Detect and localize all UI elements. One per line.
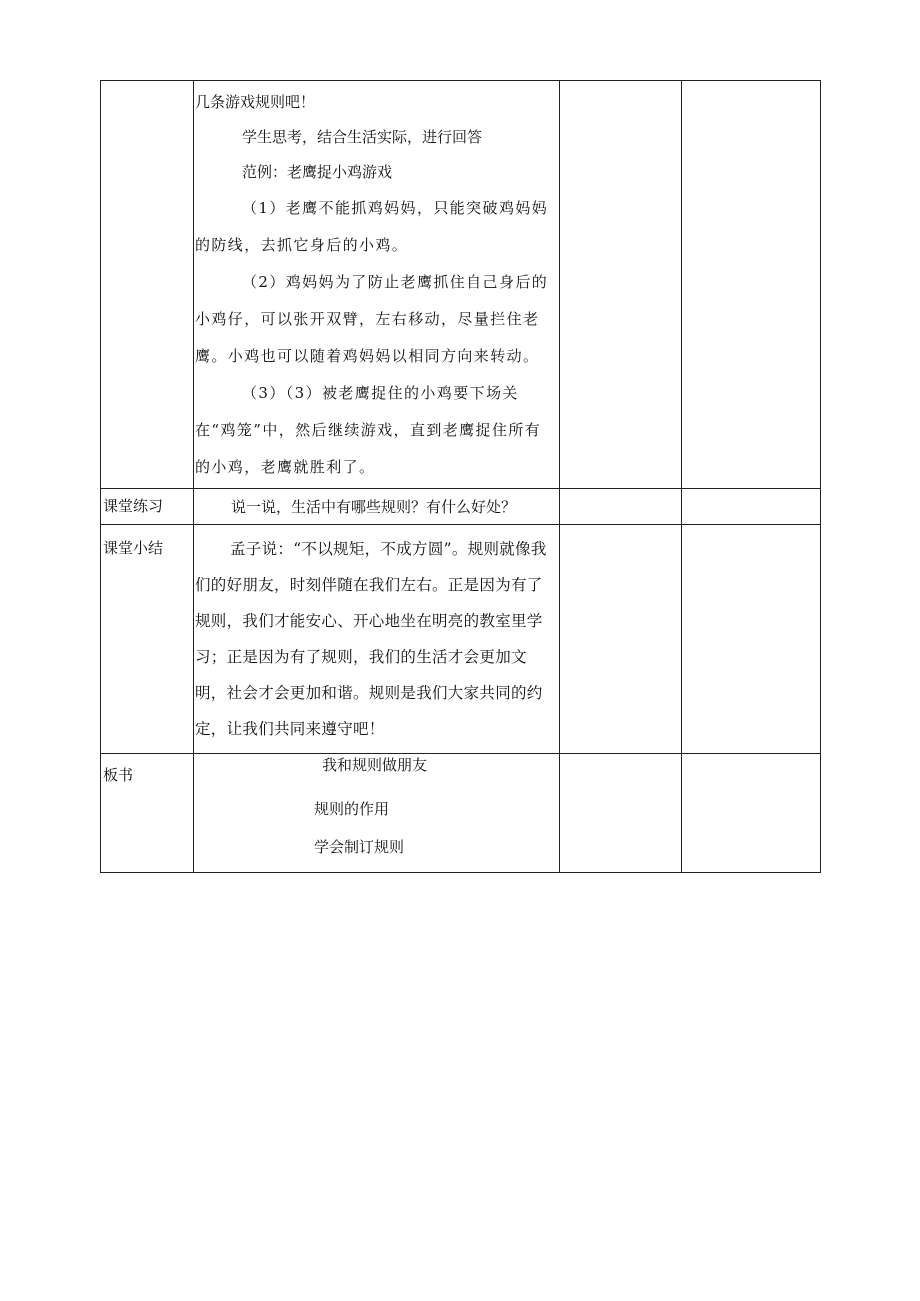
row-label-board: 板书 — [101, 754, 194, 873]
remarks-cell-summary — [682, 525, 821, 754]
activity-line-intro: 几条游戏规则吧！ — [195, 93, 316, 111]
remarks-cell-board — [682, 754, 821, 873]
activity-rule-3: （3）（3）被老鹰捉住的小鸡要下场关在“鸡笼”中，然后继续游戏，直到老鹰捉住所有的小鸡，老鹰就胜利了。 — [195, 384, 542, 476]
row-label-practice: 课堂练习 — [101, 489, 194, 525]
row-label-activity — [101, 81, 194, 489]
activity-rule-2: （2）鸡妈妈为了防止老鹰抓住自己身后的小鸡仔，可以张开双臂，左右移动，尽量拦住老鹰。小鸡也可以随着鸡妈妈以相同方向来转动。 — [195, 273, 549, 365]
table-row-practice — [101, 489, 821, 525]
table-row-activity — [101, 81, 821, 489]
activity-content — [194, 81, 560, 489]
board-item-2: 学会制订规则 — [314, 838, 405, 856]
activity-line-think: 学生思考，结合生活实际，进行回答 — [242, 128, 483, 146]
activity-rule-1: （1）老鹰不能抓鸡妈妈，只能突破鸡妈妈的防线，去抓它身后的小鸡。 — [195, 199, 549, 254]
activity-line-example: 范例：老鹰捉小鸡游戏 — [242, 163, 393, 181]
lesson-plan-table — [100, 80, 821, 873]
row-label-summary: 课堂小结 — [101, 525, 194, 754]
notes-cell-summary — [560, 525, 682, 754]
remarks-cell-practice — [682, 489, 821, 525]
notes-cell-activity — [560, 81, 682, 489]
board-content — [194, 754, 560, 873]
notes-cell-practice — [560, 489, 682, 525]
notes-cell-board — [560, 754, 682, 873]
table-row-summary — [101, 525, 821, 754]
summary-content: 孟子说：“不以规矩，不成方圆”。规则就像我们的好朋友，时刻伴随在我们左右。正是因为有了规则，我们才能安心、开心地坐在明亮的教室里学习；正是因为有了规则，我们的生活才会更加文明，社会才会更加和谐。规则是我们大家共同的约定，让我们共同来遵守吧！ — [194, 525, 560, 754]
practice-content: 说一说，生活中有哪些规则？有什么好处？ — [194, 489, 560, 525]
table-row-board — [101, 754, 821, 873]
board-item-1: 规则的作用 — [314, 800, 390, 818]
remarks-cell-activity — [682, 81, 821, 489]
board-title: 我和规则做朋友 — [322, 756, 428, 774]
